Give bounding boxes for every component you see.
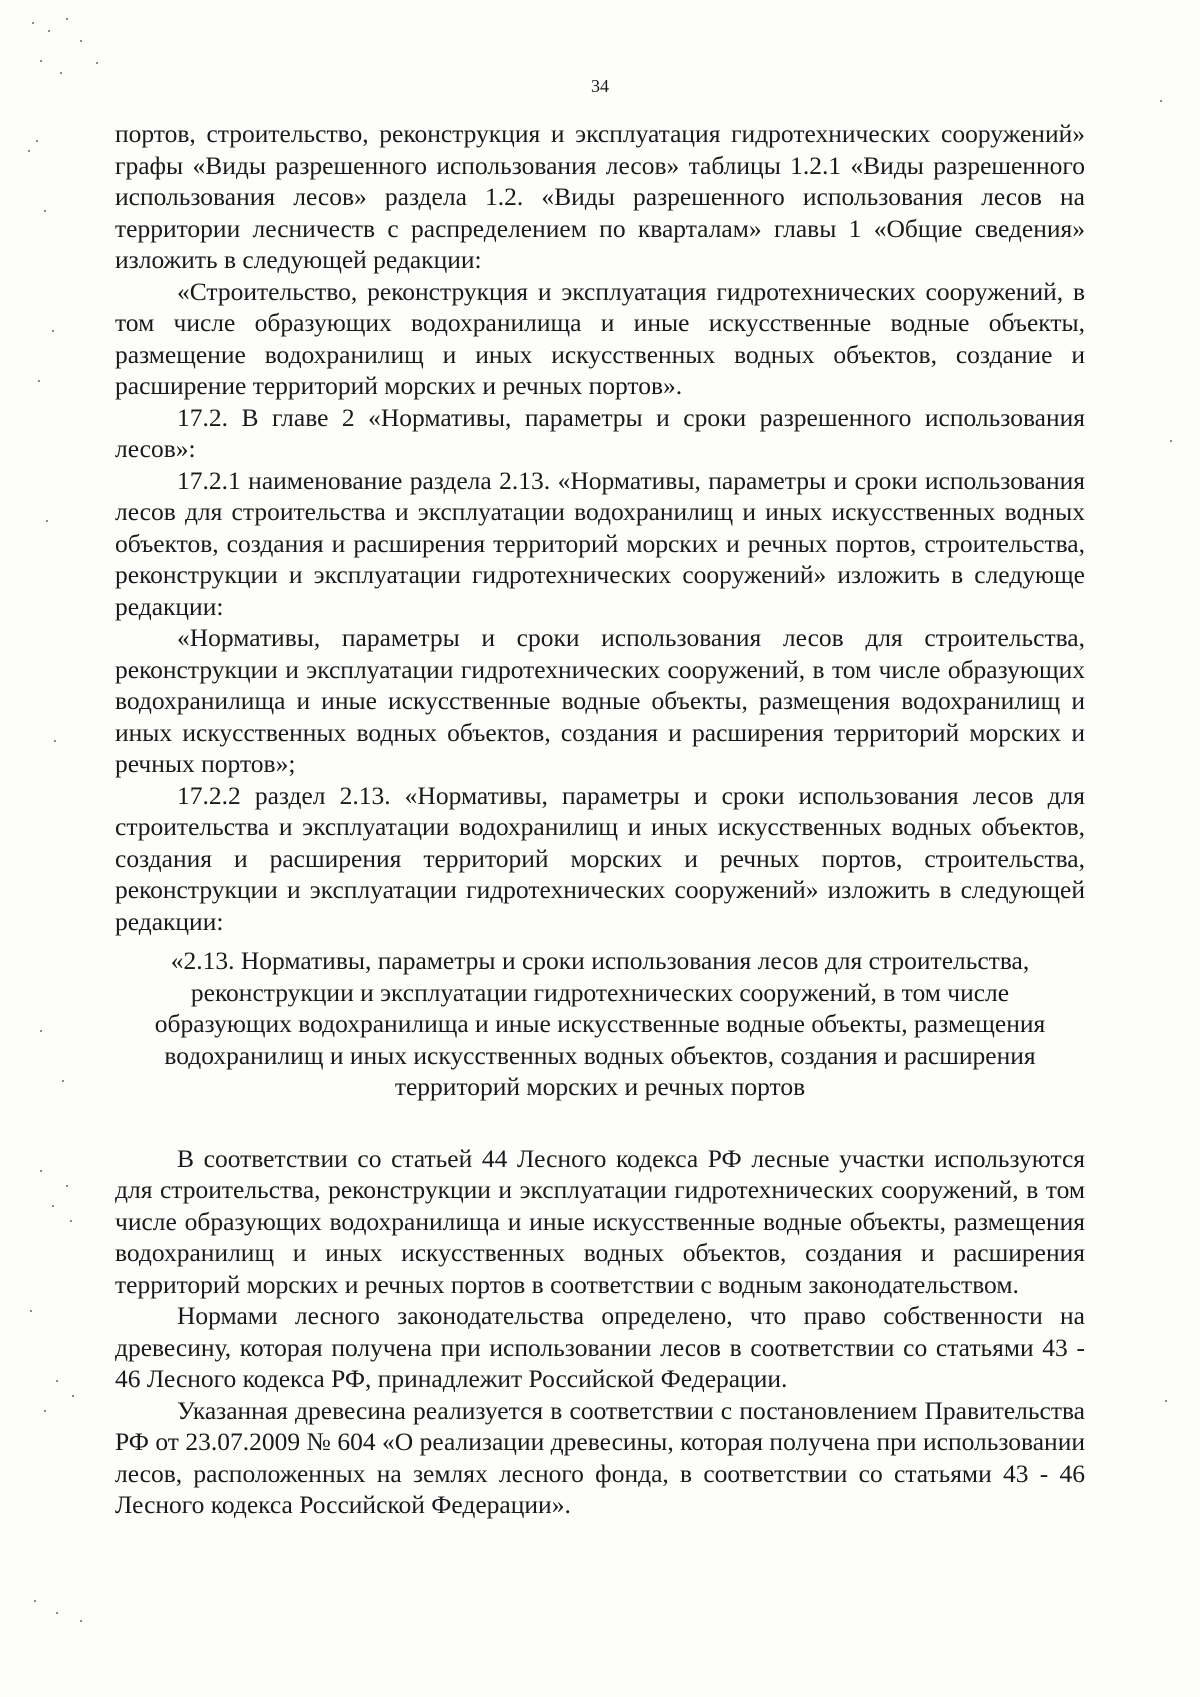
paragraph-4: 17.2.1 наименование раздела 2.13. «Нормативы, параметры и сроки использования лесов для строительства и эксплуатации водохранилищ и иных искусственных водных объектов, создания и расширения территорий морских и речных портов, строительства, реконструкции и эксплуатации гидротехнических сооружений» изложить в следующе редакции: xyxy=(115,465,1085,621)
paragraph-7: В соответствии со статьей 44 Лесного кодекса РФ лесные участки используются для строительства, реконструкции и эксплуатации гидротехнических сооружений, в том числе образующих водохранилища и иные искусственные водные объекты, размещения водохранилищ и иных искусственных водных объектов, создания и расширения территорий морских и речных портов в соответствии с водным законодательством. xyxy=(115,1143,1085,1299)
paragraph-5: «Нормативы, параметры и сроки использования лесов для строительства, реконструкции и эксплуатации гидротехнических сооружений, в том числе образующих водохранилища и иные искусственные водные объекты, размещения водохранилищ и иных искусственных водных объектов, создания и расширения территорий морских и речных портов»; xyxy=(115,623,1085,778)
section-heading: «2.13. Нормативы, параметры и сроки использования лесов для строительства, реконструкции и эксплуатации гидротехнических сооружений, в том числе образующих водохранилища и иные искусственные водные объекты, размещения водохранилищ и иных искусственных водных объектов, создания и расширения территорий морских и речных портов xyxy=(154,946,1046,1101)
paragraph-2: «Строительство, реконструкция и эксплуатация гидротехнических сооружений, в том числе образующих водохранилища и иные искусственные водные объекты, размещение водохранилищ и иных искусственных водных объектов, создание и расширение территорий морских и речных портов». xyxy=(115,276,1085,400)
paragraph-6: 17.2.2 раздел 2.13. «Нормативы, параметры и сроки использования лесов для строительства и эксплуатации водохранилищ и иных искусственных водных объектов, создания и расширения территорий морских и речных портов, строительства, реконструкции и эксплуатации гидротехнических сооружений» изложить в следующей редакции: xyxy=(115,780,1085,936)
page-number: 34 xyxy=(591,76,609,96)
paragraph-9: Указанная древесина реализуется в соответствии с постановлением Правительства РФ от 23.07.2009 № 604 «О реализации древесины, которая получена при использовании лесов, расположенных на землях лесного фонда, в соответствии со статьями 43 - 46 Лесного кодекса Российской Федерации». xyxy=(115,1395,1085,1519)
section-gap xyxy=(115,1103,1085,1143)
document-body xyxy=(115,118,1085,1521)
paragraph-3: 17.2. В главе 2 «Нормативы, параметры и сроки разрешенного использования лесов»: xyxy=(115,402,1085,463)
paragraph-1: портов, строительство, реконструкция и эксплуатация гидротехнических сооружений» графы «Виды разрешенного использования лесов» таблицы 1.2.1 «Виды разрешенного использования лесов» раздела 1.2. «Виды разрешенного использования лесов на территории лесничеств с распределением по кварталам» главы 1 «Общие сведения» изложить в следующей редакции: xyxy=(115,119,1085,274)
paragraph-8: Нормами лесного законодательства определено, что право собственности на древесину, которая получена при использовании лесов в соответствии со статьями 43 - 46 Лесного кодекса РФ, принадлежит Российской Федерации. xyxy=(115,1301,1085,1393)
